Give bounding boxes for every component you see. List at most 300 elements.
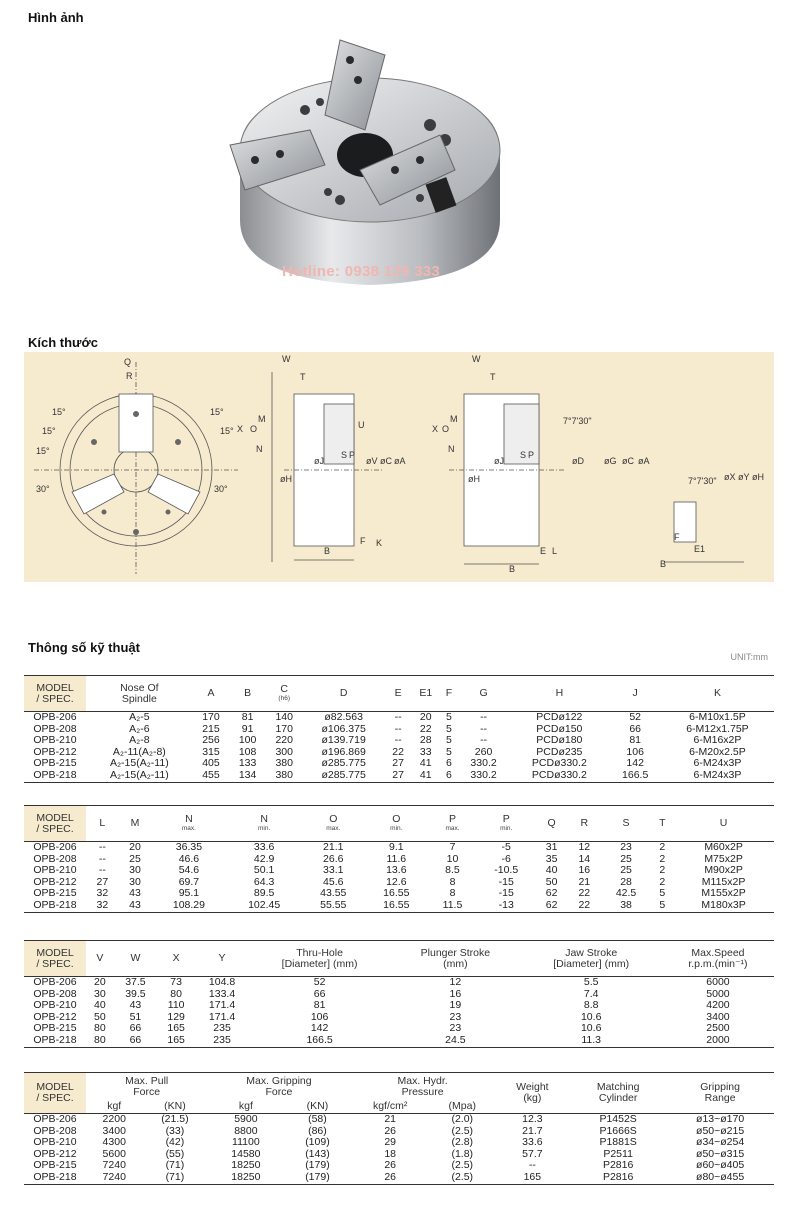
- table-cell: 12.3: [522, 1113, 543, 1125]
- model-cell: OPB-208: [33, 852, 77, 865]
- table-cell: 55.55: [320, 898, 347, 911]
- table-cell: 20: [419, 711, 432, 723]
- table-cell: 42.9: [253, 852, 275, 865]
- column-header: S: [622, 817, 630, 829]
- table-cell: 66: [129, 1022, 142, 1035]
- table-cell: 91: [241, 722, 254, 735]
- table-cell: -10.5: [494, 864, 519, 877]
- table-cell: (42): [165, 1136, 185, 1149]
- table-cell: 40: [94, 999, 106, 1012]
- model-cell: OPB-206: [33, 1113, 77, 1125]
- column-header: C (h6): [278, 683, 290, 702]
- svg-text:øA: øA: [394, 456, 406, 466]
- spec-section-title: Thông số kỹ thuật: [28, 640, 140, 655]
- model-cell: OPB-215: [33, 887, 77, 900]
- table-cell: 10.6: [580, 1010, 602, 1023]
- column-header: E: [394, 687, 402, 699]
- table-cell: (109): [305, 1136, 330, 1149]
- table-cell: 40: [545, 864, 558, 877]
- table-cell: 19: [449, 999, 462, 1012]
- table-row: [24, 770, 774, 782]
- table-cell: 20: [129, 841, 141, 853]
- table-cell: (2.5): [451, 1170, 474, 1183]
- table-cell: 13.6: [386, 864, 407, 877]
- svg-text:F: F: [360, 536, 366, 546]
- model-cell: OPB-212: [33, 875, 77, 888]
- table-cell: A₂-8: [129, 734, 150, 747]
- unit-header: (Mpa): [448, 1100, 476, 1113]
- table-cell: 54.6: [178, 864, 200, 877]
- table-cell: A₂-11(A₂-8): [112, 745, 166, 758]
- table-cell: --: [394, 711, 402, 723]
- unit-header: kgf: [238, 1100, 253, 1113]
- table-cell: 25: [129, 852, 141, 865]
- table-cell: PCDø122: [536, 711, 583, 723]
- table-cell: 455: [202, 768, 220, 781]
- table-cell: 26.6: [323, 852, 344, 865]
- svg-text:R: R: [126, 371, 133, 381]
- column-header: V: [96, 952, 104, 964]
- column-header: E1: [419, 687, 433, 699]
- model-cell: OPB-218: [33, 898, 77, 911]
- table-cell: 38: [620, 898, 632, 911]
- column-header: H: [555, 687, 564, 699]
- table-cell: ø13~ø170: [696, 1113, 745, 1125]
- column-header: M: [130, 817, 140, 829]
- unit-header: kgf: [107, 1100, 122, 1113]
- table-cell: 50: [94, 1010, 106, 1023]
- table-header-row: [24, 806, 774, 842]
- table-cell: 11.5: [442, 898, 463, 911]
- table-cell: 5600: [102, 1147, 126, 1160]
- table-cell: (143): [305, 1147, 330, 1160]
- svg-text:øH: øH: [752, 472, 764, 482]
- table-cell: 23: [449, 1022, 462, 1035]
- table-cell: ø196.869: [321, 745, 366, 758]
- svg-text:T: T: [300, 372, 306, 382]
- table-cell: 89.5: [253, 887, 275, 900]
- column-header: P max.: [445, 813, 460, 832]
- table-cell: 106: [310, 1010, 329, 1023]
- column-header: Q: [547, 817, 556, 829]
- table-cell: 10: [446, 852, 459, 865]
- svg-text:Q: Q: [124, 357, 132, 367]
- table-cell: 4200: [706, 999, 730, 1012]
- table-row: [24, 977, 774, 989]
- table-cell: -6: [501, 852, 511, 865]
- unit-header: (KN): [306, 1100, 329, 1113]
- table-cell: 27: [392, 757, 404, 770]
- column-header: Plunger Stroke (mm): [420, 946, 491, 970]
- svg-text:7°7'30": 7°7'30": [563, 416, 592, 426]
- table-cell: 170: [202, 711, 220, 723]
- table-cell: A₂-15(A₂-11): [109, 768, 169, 781]
- table-cell: ø50~ø315: [696, 1147, 745, 1160]
- svg-text:øH: øH: [468, 474, 480, 484]
- table-cell: A₂-15(A₂-11): [109, 757, 169, 770]
- column-header: Max.Speed r.p.m.(min⁻¹): [688, 946, 748, 970]
- model-cell: OPB-210: [33, 1136, 77, 1149]
- table-cell: 80: [94, 1033, 106, 1046]
- table-cell: 24.5: [445, 1033, 466, 1046]
- table-cell: 26: [384, 1159, 397, 1172]
- table-row: [24, 842, 774, 854]
- table-cell: 6-M24x3P: [693, 757, 742, 770]
- model-cell: OPB-210: [33, 734, 77, 747]
- table-cell: -15: [498, 887, 514, 900]
- model-header: MODEL / SPEC.: [24, 941, 86, 977]
- spec-table-4: [24, 1072, 774, 1185]
- column-header: F: [445, 687, 453, 699]
- dimension-section-title: Kích thước: [28, 335, 98, 350]
- svg-text:B: B: [509, 564, 516, 574]
- svg-text:øX: øX: [724, 472, 736, 482]
- hydr-pressure-header: Max. Hydr. Pressure: [397, 1074, 448, 1098]
- table-row: [24, 1035, 774, 1047]
- table-cell: (2.5): [451, 1159, 474, 1172]
- column-header: W: [130, 952, 141, 964]
- table-cell: (2.5): [451, 1124, 474, 1137]
- table-cell: --: [98, 841, 106, 853]
- table-cell: 6-M10x1.5P: [689, 711, 746, 723]
- table-cell: 62: [545, 887, 558, 900]
- table-cell: 22: [578, 898, 591, 911]
- table-cell: 110: [167, 999, 185, 1012]
- table-cell: 28: [419, 734, 432, 747]
- table-cell: 52: [629, 711, 641, 723]
- table-cell: ø34~ø254: [696, 1136, 745, 1149]
- table-cell: 315: [202, 745, 220, 758]
- table-cell: -15: [498, 875, 514, 888]
- table-cell: 235: [213, 1022, 231, 1035]
- column-header: R: [580, 817, 589, 829]
- dimension-drawing: [24, 352, 774, 582]
- table-cell: (2.0): [451, 1113, 474, 1125]
- svg-text:øH: øH: [280, 474, 292, 484]
- table-cell: (21.5): [161, 1113, 189, 1125]
- table-cell: 106: [626, 745, 644, 758]
- table-cell: 26: [384, 1124, 397, 1137]
- svg-text:O: O: [442, 424, 450, 434]
- model-cell: OPB-206: [33, 841, 77, 853]
- table-cell: 51: [129, 1010, 142, 1023]
- table-cell: 66: [129, 1033, 142, 1046]
- table-cell: --: [480, 711, 488, 723]
- table-cell: 16: [578, 864, 591, 877]
- column-header: N min.: [258, 813, 271, 832]
- table-cell: --: [480, 722, 488, 735]
- svg-text:X: X: [237, 424, 244, 434]
- table-cell: ø285.775: [321, 757, 366, 770]
- table-cell: 26: [384, 1170, 397, 1183]
- table-cell: 6000: [706, 976, 730, 988]
- table-cell: 32: [96, 898, 109, 911]
- column-header: L: [99, 817, 106, 829]
- table-cell: (58): [308, 1113, 327, 1125]
- unit-header: (KN): [164, 1100, 186, 1113]
- table-cell: 45.6: [323, 875, 344, 888]
- table-cell: 69.7: [178, 875, 200, 888]
- table-cell: 18250: [231, 1170, 261, 1183]
- spec-table-2: [24, 805, 774, 913]
- table-cell: 6-M20x2.5P: [689, 745, 746, 758]
- table-cell: 5: [446, 734, 452, 747]
- table-cell: ø139.719: [321, 734, 366, 747]
- table-cell: 4300: [102, 1136, 126, 1149]
- table-cell: 80: [94, 1022, 106, 1035]
- table-cell: 37.5: [125, 976, 146, 988]
- table-cell: ø285.775: [321, 768, 366, 781]
- svg-text:30°: 30°: [36, 484, 50, 494]
- svg-text:F: F: [674, 532, 680, 542]
- table-cell: 260: [474, 745, 493, 758]
- table-cell: 41: [419, 768, 432, 781]
- table-cell: 21: [384, 1113, 397, 1125]
- table-cell: 25: [620, 864, 632, 877]
- table-cell: 16.55: [383, 887, 410, 900]
- table-cell: 134: [238, 768, 257, 781]
- table-cell: 165: [523, 1170, 542, 1183]
- column-header: J: [632, 687, 638, 699]
- table-cell: 142: [310, 1022, 329, 1035]
- spec-table-1: [24, 675, 774, 783]
- table-cell: 300: [275, 745, 293, 758]
- svg-text:M: M: [258, 414, 266, 424]
- model-cell: OPB-210: [33, 999, 77, 1012]
- svg-text:T: T: [490, 372, 496, 382]
- table-cell: 12: [449, 976, 462, 988]
- column-header: O max.: [326, 813, 341, 832]
- table-cell: 16: [449, 987, 462, 1000]
- model-cell: OPB-206: [33, 976, 77, 988]
- table-cell: 220: [275, 734, 293, 747]
- svg-text:30°: 30°: [214, 484, 228, 494]
- weight-header: Weight (kg): [516, 1081, 549, 1104]
- table-cell: 22: [392, 745, 404, 758]
- table-row: [24, 1114, 774, 1126]
- svg-text:S: S: [341, 450, 348, 460]
- table-cell: 33.6: [522, 1136, 543, 1149]
- table-cell: --: [480, 734, 488, 747]
- svg-text:N: N: [448, 444, 455, 454]
- table-cell: 102.45: [248, 898, 281, 911]
- svg-text:P: P: [528, 450, 535, 460]
- table-cell: P1881S: [599, 1136, 637, 1149]
- column-header: K: [713, 687, 721, 699]
- hotline-watermark: Hotline: 0938 129 333: [282, 263, 441, 280]
- svg-text:W: W: [472, 354, 481, 364]
- table-cell: 133: [238, 757, 257, 770]
- svg-text:X: X: [432, 424, 439, 434]
- svg-text:L: L: [552, 546, 558, 556]
- table-cell: PCDø180: [536, 734, 583, 747]
- gripping-force-header: Max. Gripping Force: [246, 1074, 312, 1098]
- table-cell: PCDø330.2: [531, 757, 587, 770]
- table-cell: 8: [449, 875, 456, 888]
- column-header: Thru-Hole [Diameter] (mm): [281, 946, 358, 970]
- table-cell: 20: [94, 976, 106, 988]
- table-row: [24, 1160, 774, 1172]
- table-cell: 165: [167, 1033, 185, 1046]
- svg-text:15°: 15°: [36, 446, 50, 456]
- table-cell: 405: [202, 757, 220, 770]
- table-cell: 2: [659, 852, 666, 865]
- column-header: O min.: [390, 813, 403, 832]
- svg-text:øY: øY: [738, 472, 750, 482]
- table-cell: 10.6: [580, 1022, 602, 1035]
- table-cell: 81: [313, 999, 326, 1012]
- model-cell: OPB-215: [33, 1022, 77, 1035]
- svg-text:øA: øA: [638, 456, 650, 466]
- model-cell: OPB-208: [33, 1124, 77, 1137]
- table-cell: (71): [165, 1159, 185, 1172]
- table-cell: 108: [238, 745, 257, 758]
- table-cell: 57.7: [522, 1147, 543, 1160]
- svg-text:øD: øD: [572, 456, 584, 466]
- model-header: MODEL / SPEC.: [24, 1073, 86, 1114]
- table-cell: 28: [620, 875, 632, 888]
- table-cell: 6-M16x2P: [693, 734, 742, 747]
- table-cell: 140: [275, 711, 293, 723]
- svg-text:øC: øC: [380, 456, 392, 466]
- table-cell: P2511: [603, 1147, 633, 1160]
- table-cell: 7240: [102, 1170, 126, 1183]
- table-cell: 165: [167, 1022, 185, 1035]
- svg-text:K: K: [376, 538, 383, 548]
- table-cell: A₂-6: [129, 722, 150, 735]
- table-cell: 2500: [706, 1022, 730, 1035]
- table-cell: 133.4: [208, 987, 236, 1000]
- table-cell: 39.5: [125, 987, 146, 1000]
- cylinder-header: Matching Cylinder: [596, 1081, 640, 1104]
- table-header-row: [24, 1073, 774, 1101]
- table-cell: 23: [620, 841, 632, 853]
- column-header: U: [719, 817, 728, 829]
- model-cell: OPB-218: [33, 1170, 77, 1183]
- table-cell: M90x2P: [704, 864, 743, 877]
- svg-text:U: U: [358, 420, 365, 430]
- table-cell: P1666S: [599, 1124, 637, 1137]
- gripping-range-header: Gripping Range: [700, 1081, 740, 1104]
- table-cell: 3400: [102, 1124, 126, 1137]
- table-cell: P2816: [602, 1159, 634, 1172]
- model-cell: OPB-212: [33, 1010, 77, 1023]
- table-cell: 29: [384, 1136, 397, 1149]
- model-cell: OPB-215: [33, 757, 77, 770]
- table-cell: 11.3: [581, 1033, 602, 1046]
- table-cell: 18: [384, 1147, 397, 1160]
- table-cell: 5: [659, 898, 666, 911]
- column-header: Nose Of Spindle: [120, 681, 159, 705]
- svg-text:P: P: [349, 450, 356, 460]
- table-row: [24, 1149, 774, 1161]
- table-cell: 73: [170, 976, 182, 988]
- svg-text:øJ: øJ: [314, 456, 324, 466]
- table-cell: --: [394, 722, 402, 735]
- table-cell: 41: [419, 757, 432, 770]
- table-cell: 171.4: [208, 999, 236, 1012]
- svg-text:15°: 15°: [42, 426, 56, 436]
- table-cell: 21: [578, 875, 591, 888]
- table-cell: 6: [446, 768, 452, 781]
- table-body: [24, 712, 774, 783]
- table-cell: 43: [129, 999, 142, 1012]
- column-header: X: [172, 952, 180, 964]
- table-cell: 50: [545, 875, 558, 888]
- table-cell: 23: [449, 1010, 462, 1023]
- model-cell: OPB-208: [33, 722, 77, 735]
- table-cell: 5: [446, 722, 452, 735]
- svg-text:øG: øG: [604, 456, 617, 466]
- column-header: Jaw Stroke [Diameter] (mm): [553, 946, 630, 970]
- table-cell: 5: [446, 745, 452, 758]
- model-cell: OPB-210: [33, 864, 77, 877]
- table-body: [24, 842, 774, 913]
- table-cell: (33): [165, 1124, 185, 1137]
- table-cell: 64.3: [253, 875, 275, 888]
- unit-header: kgf/cm²: [372, 1100, 408, 1113]
- table-cell: 14: [578, 852, 591, 865]
- table-cell: (1.8): [451, 1147, 474, 1160]
- svg-text:øC: øC: [622, 456, 634, 466]
- table-header-row: [24, 676, 774, 712]
- table-cell: 22: [419, 722, 432, 735]
- svg-text:7°7'30": 7°7'30": [688, 476, 717, 486]
- table-cell: 95.1: [178, 887, 200, 900]
- table-cell: 8.8: [583, 999, 599, 1012]
- model-header: MODEL / SPEC.: [24, 676, 86, 712]
- table-cell: 14580: [231, 1147, 261, 1160]
- column-header: G: [479, 687, 488, 699]
- table-cell: 380: [275, 768, 293, 781]
- spec-table-3: [24, 940, 774, 1048]
- table-cell: 9.1: [389, 841, 404, 853]
- table-row: [24, 1172, 774, 1184]
- table-cell: 18250: [231, 1159, 261, 1172]
- table-cell: 7240: [102, 1159, 126, 1172]
- table-cell: M60x2P: [704, 841, 743, 853]
- table-cell: 30: [129, 875, 141, 888]
- table-cell: 7.4: [583, 987, 599, 1000]
- table-cell: PCDø150: [536, 722, 583, 735]
- table-cell: ø60~ø405: [696, 1159, 745, 1172]
- column-header: A: [207, 687, 215, 699]
- table-cell: 66: [313, 987, 326, 1000]
- table-cell: 36.35: [175, 841, 203, 853]
- svg-text:N: N: [256, 444, 263, 454]
- table-cell: 43.55: [320, 887, 347, 900]
- table-cell: P1452S: [599, 1113, 637, 1125]
- model-header: MODEL / SPEC.: [24, 806, 86, 842]
- table-cell: ø82.563: [324, 711, 363, 723]
- table-cell: 81: [241, 711, 254, 723]
- column-header: P min.: [500, 813, 513, 832]
- svg-text:B: B: [324, 546, 331, 556]
- table-cell: 2000: [706, 1033, 730, 1046]
- table-cell: M75x2P: [704, 852, 743, 865]
- table-cell: 35: [545, 852, 558, 865]
- column-header: B: [244, 687, 252, 699]
- table-cell: ø50~ø215: [696, 1124, 745, 1137]
- table-cell: 170: [275, 722, 293, 735]
- table-cell: 142: [626, 757, 644, 770]
- column-header: N max.: [181, 813, 196, 832]
- model-cell: OPB-218: [33, 768, 77, 781]
- svg-text:15°: 15°: [210, 407, 224, 417]
- table-cell: 43: [129, 898, 141, 911]
- table-cell: 81: [629, 734, 641, 747]
- svg-text:15°: 15°: [52, 407, 66, 417]
